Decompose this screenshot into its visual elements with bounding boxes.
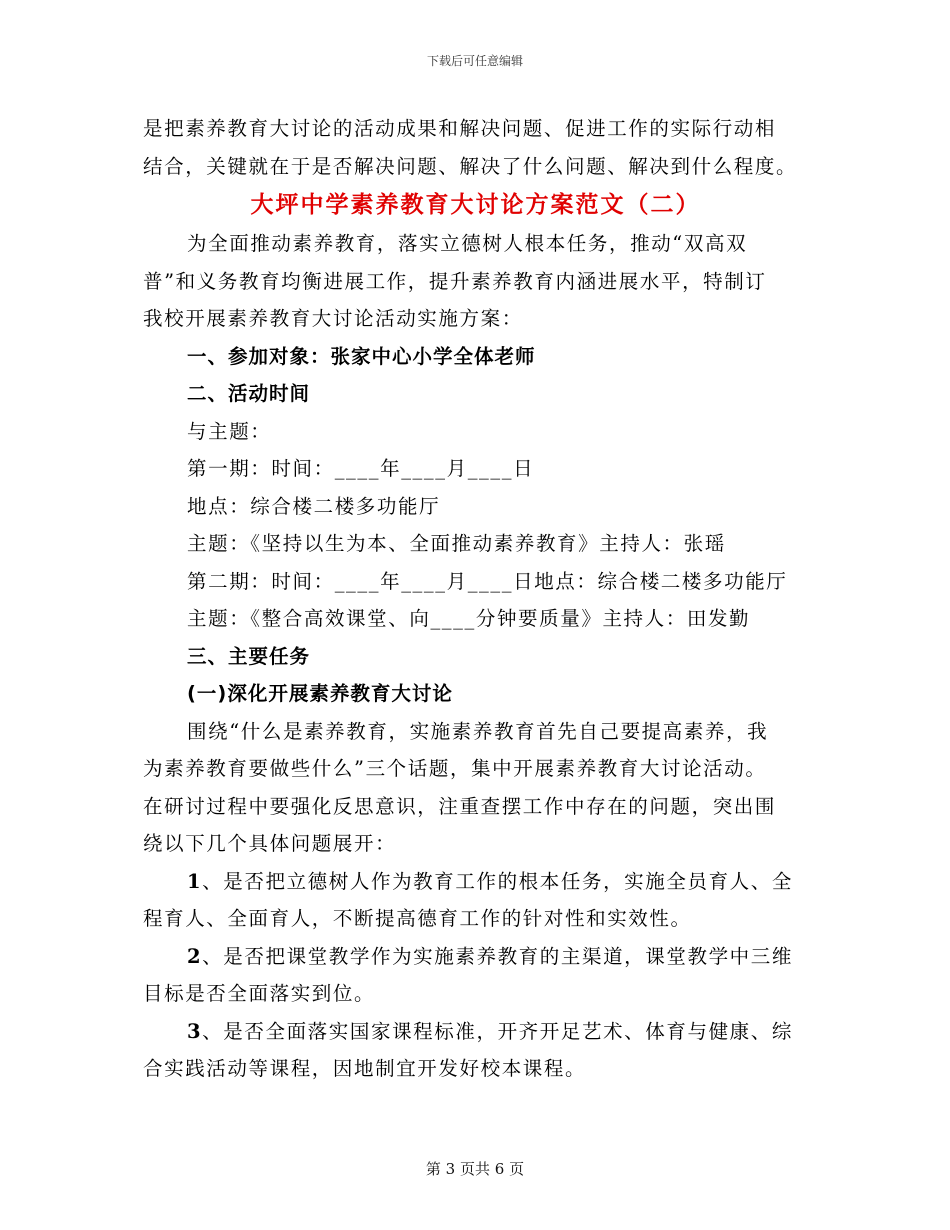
list-item (143, 863, 808, 901)
list-item (143, 1013, 808, 1051)
paragraph-line: 程育人、全面育人，不断提高德育工作的针对性和实效性。 (143, 907, 692, 930)
paragraph-line: 第一期：时间：____年____月____日 (187, 457, 535, 480)
list-item-text: 、是否把立德树人作为教育工作的根本任务，实施全员育人、全 (202, 869, 793, 893)
paragraph-line: 普”和义务教育均衡进展工作，提升素养教育内涵进展水平，特制订 (143, 269, 767, 293)
paragraph-line: 主题：《坚持以生为本、全面推动素养教育》主持人：张瑶 (187, 532, 726, 555)
paragraph-line: 为素养教育要做些什么”三个话题，集中开展素养教育大讨论活动。 (143, 757, 767, 780)
list-item-number: 1 (187, 869, 203, 893)
paragraph-line: 第二期：时间：____年____月____日地点：综合楼二楼多功能厅 (187, 569, 788, 593)
paragraph-line: 为全面推动素养教育，落实立德树人根本任务，推动“双高双 (187, 232, 748, 255)
list-item-number: 2 (187, 944, 203, 968)
paragraph-line: 绕以下几个具体问题展开： (143, 832, 397, 855)
list-item-number: 3 (187, 1019, 203, 1043)
paragraph-line: 地点：综合楼二楼多功能厅 (187, 494, 441, 518)
list-item-text: 、是否全面落实国家课程标准，开齐开足艺术、体育与健康、综 (202, 1019, 793, 1043)
page-header: 下载后可任意编辑 (426, 54, 523, 68)
page-footer: 第 3 页共 6 页 (425, 1160, 525, 1178)
paragraph-line: 合实践活动等课程，因地制宜开发好校本课程。 (143, 1057, 587, 1080)
list-item (143, 938, 808, 976)
section-heading: 一、参加对象：张家中心小学全体老师 (187, 344, 536, 368)
subsection-heading: (一)深化开展素养教育大讨论 (187, 682, 453, 705)
document-title: 大坪中学素养教育大讨论方案范文（二） (250, 192, 701, 218)
paragraph-line: 我校开展素养教育大讨论活动实施方案： (143, 307, 523, 330)
list-item-text: 、是否把课堂教学作为实施素养教育的主渠道，课堂教学中三维 (202, 944, 793, 968)
paragraph-line: 目标是否全面落实到位。 (143, 982, 376, 1005)
paragraph-line: 主题：《整合高效课堂、向____分钟要质量》主持人：田发勤 (187, 607, 751, 630)
paragraph-line: 围绕“什么是素养教育，实施素养教育首先自己要提高素养，我 (187, 719, 769, 743)
section-heading: 三、主要任务 (187, 644, 311, 668)
paragraph-line: 在研讨过程中要强化反思意识，注重查摆工作中存在的问题，突出围 (143, 794, 777, 818)
document-body (143, 110, 808, 1088)
paragraph-line: 是把素养教育大讨论的活动成果和解决问题、促进工作的实际行动相 (143, 117, 777, 140)
paragraph-line: 与主题： (187, 419, 272, 443)
paragraph-line: 结合，关键就在于是否解决问题、解决了什么问题、解决到什么程度。 (143, 154, 798, 178)
section-heading: 二、活动时间 (187, 382, 311, 405)
